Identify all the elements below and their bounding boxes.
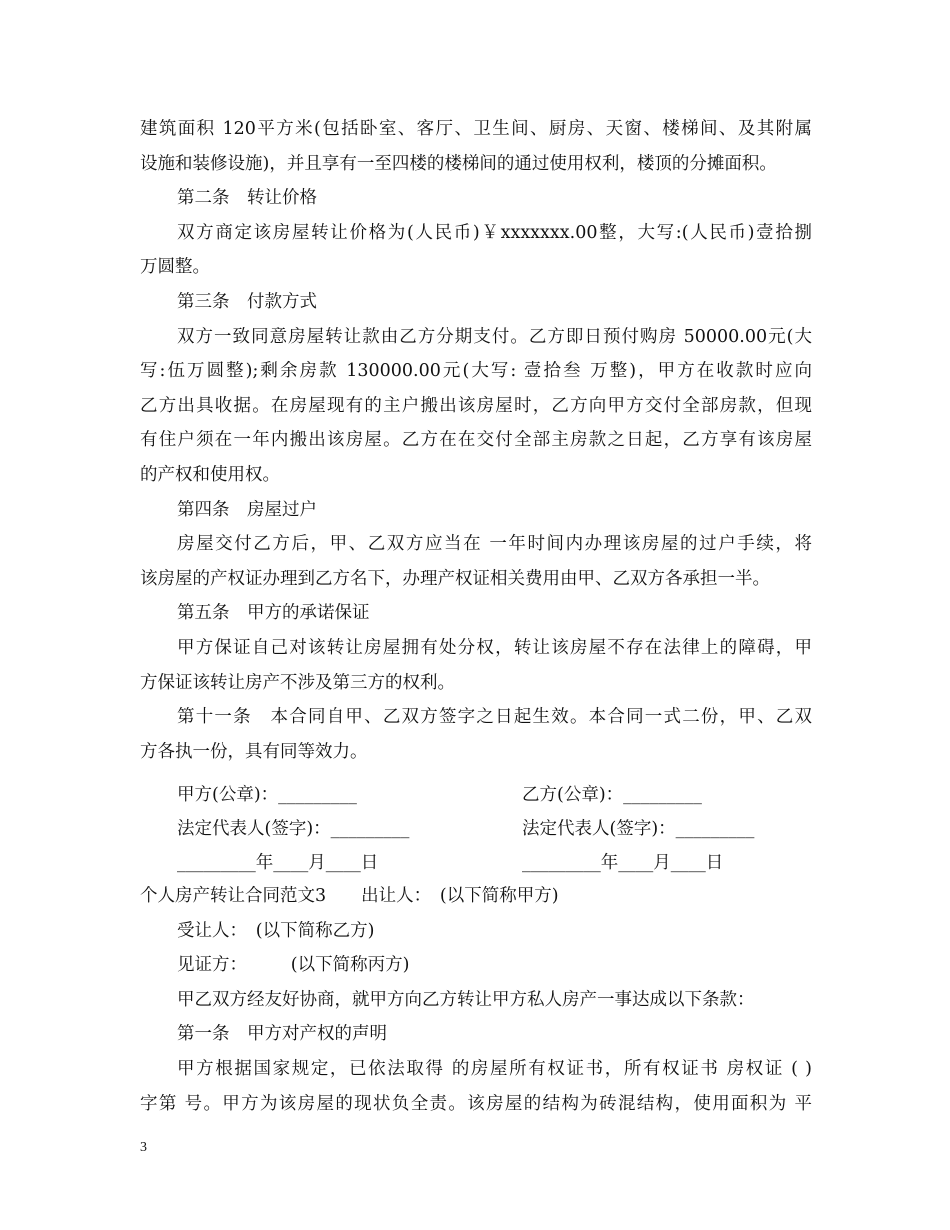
text-line: 甲乙双方经友好协商，就甲方向乙方转让甲方私人房产一事达成以下条款：: [177, 989, 755, 1010]
text-line: 第三条 付款方式: [177, 292, 317, 312]
text-line: 设施和装修设施)，并且享有一至四楼的楼梯间的通过使用权利，楼顶的分摊面积。: [140, 153, 777, 174]
text-line: 方保证该转让房产不涉及第三方的权利。: [140, 672, 455, 693]
text-line: 双方一致同意房屋转让款由乙方分期支付。乙方即日预付购房 50000.00元(大: [177, 326, 812, 347]
text-line: 甲方保证自己对该转让房屋拥有处分权，转让该房屋不存在法律上的障碍，甲: [177, 638, 812, 658]
party-b-seal-line: 乙方(公章)：_________: [522, 785, 702, 805]
text-line: 字第 号。甲方为该房屋的现状负全责。该房屋的结构为砖混结构，使用面积为 平: [140, 1093, 812, 1114]
text-line: 受让人： (以下简称乙方): [177, 920, 375, 941]
party-a-seal-line: 甲方(公章)：_________: [177, 785, 357, 805]
text-line: 甲方根据国家规定，已依法取得 的房屋所有权证书，所有权证书 房权证 ( ): [177, 1059, 812, 1079]
text-line: 乙方出具收据。在房屋现有的主户搬出该房屋时，乙方向甲方交付全部房款，但现: [140, 395, 812, 416]
text-line: 第五条 甲方的承诺保证: [177, 603, 370, 624]
text-line: 第一条 甲方对产权的声明: [177, 1024, 387, 1045]
text-line: 写:伍万圆整);剩余房款 130000.00元(大写: 壹拾叁 万整)，甲方在收款时应向: [140, 361, 812, 382]
party-a-date-line: _________年____月____日: [177, 853, 379, 873]
text-line: 个人房产转让合同范文3 出让人： (以下简称甲方): [140, 886, 559, 906]
text-line: 的产权和使用权。: [140, 465, 280, 485]
party-a-representative-line: 法定代表人(签字)：_________: [177, 819, 410, 839]
text-line: 房屋交付乙方后，甲、乙双方应当在 一年时间内办理该房屋的过户手续，将: [177, 534, 812, 555]
text-line: 双方商定该房屋转让价格为(人民币)￥xxxxxxx.00整，大写:(人民币)壹拾捌: [177, 222, 812, 243]
party-b-date-line: _________年____月____日: [522, 853, 724, 873]
text-line: 万圆整。: [140, 257, 210, 278]
text-line: 见证方： (以下简称丙方): [177, 955, 410, 976]
party-b-representative-line: 法定代表人(签字)：_________: [522, 819, 755, 839]
text-line: 第二条 转让价格: [177, 188, 317, 209]
text-line: 方各执一份，具有同等效力。: [140, 741, 368, 762]
text-line: 该房屋的产权证办理到乙方名下，办理产权证相关费用由甲、乙双方各承担一半。: [140, 568, 770, 589]
text-line: 建筑面积 120平方米(包括卧室、客厅、卫生间、厨房、天窗、楼梯间、及其附属: [140, 119, 812, 139]
text-line: 有住户须在一年内搬出该房屋。乙方在在交付全部主房款之日起，乙方享有该房屋: [140, 430, 812, 451]
text-line: 第十一条 本合同自甲、乙双方签字之日起生效。本合同一式二份，甲、乙双: [177, 707, 812, 728]
text-line: 第四条 房屋过户: [177, 499, 317, 520]
page-number: 3: [140, 1140, 147, 1155]
